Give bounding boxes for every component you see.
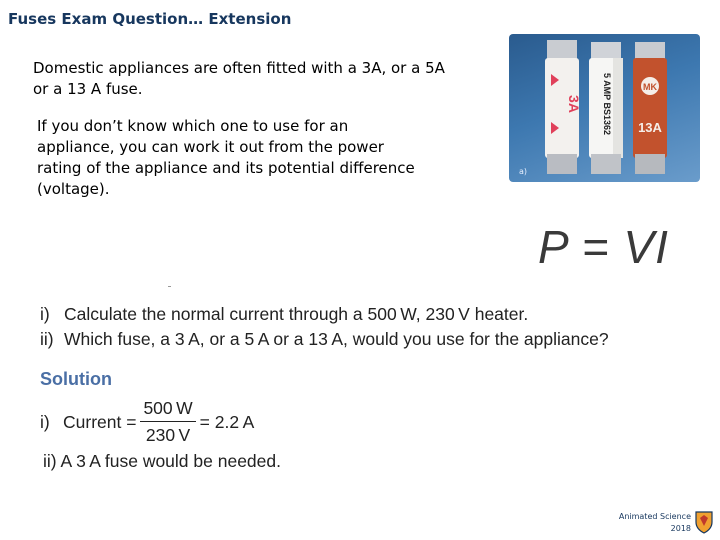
question-1-number: i): [40, 304, 50, 324]
footer-year: 2018: [670, 524, 691, 533]
footer-brand: Animated Science: [618, 512, 691, 521]
fuse-3a-text: 3A: [566, 95, 582, 113]
current-result: = 2.2 A: [199, 411, 255, 432]
photo-label: a): [519, 167, 528, 176]
question-2-number: ii): [40, 329, 54, 349]
question-1-text: Calculate the normal current through a 500 W, 230 V heater.: [64, 304, 529, 324]
fraction: [140, 398, 195, 446]
question-2-text: Which fuse, a 3 A, or a 5 A or a 13 A, would you use for the appliance?: [64, 329, 609, 349]
question-2: [40, 329, 609, 350]
fuse-3a: [545, 40, 582, 174]
current-label: Current =: [63, 411, 137, 432]
intro-paragraph-1: Domestic appliances are often fitted with a 3A, or a 5A or a 13 A fuse.: [33, 59, 445, 98]
fraction-numerator: 500 W: [140, 398, 195, 422]
solution-1-number: i): [40, 411, 50, 432]
footer-credit: [605, 511, 691, 535]
fuse-13a: [633, 42, 667, 174]
divider-mark: [168, 286, 171, 287]
intro-paragraph-2: If you don’t know which one to use for an appliance, you can work it out from the power rating of the appliance and its potential difference (voltage).: [37, 117, 415, 198]
solution-calculation: [40, 398, 254, 446]
fuses-photo: [509, 34, 700, 182]
page-title: Fuses Exam Question… Extension: [8, 10, 292, 28]
fuse-5a: [589, 42, 623, 174]
intro-text: [33, 58, 463, 200]
fuse-13a-text: 13A: [638, 120, 662, 135]
fuse-5a-text: 5 AMP BS1362: [602, 72, 612, 136]
fuse-13a-mark: MK: [643, 82, 657, 92]
fuses-illustration: [509, 34, 700, 182]
solution-2: ii) A 3 A fuse would be needed.: [43, 451, 281, 471]
brand-logo-icon: [693, 508, 715, 534]
solution-heading: Solution: [40, 369, 112, 389]
power-formula: P = VI: [538, 221, 669, 273]
fraction-denominator: 230 V: [145, 425, 191, 445]
question-1: [40, 304, 528, 325]
